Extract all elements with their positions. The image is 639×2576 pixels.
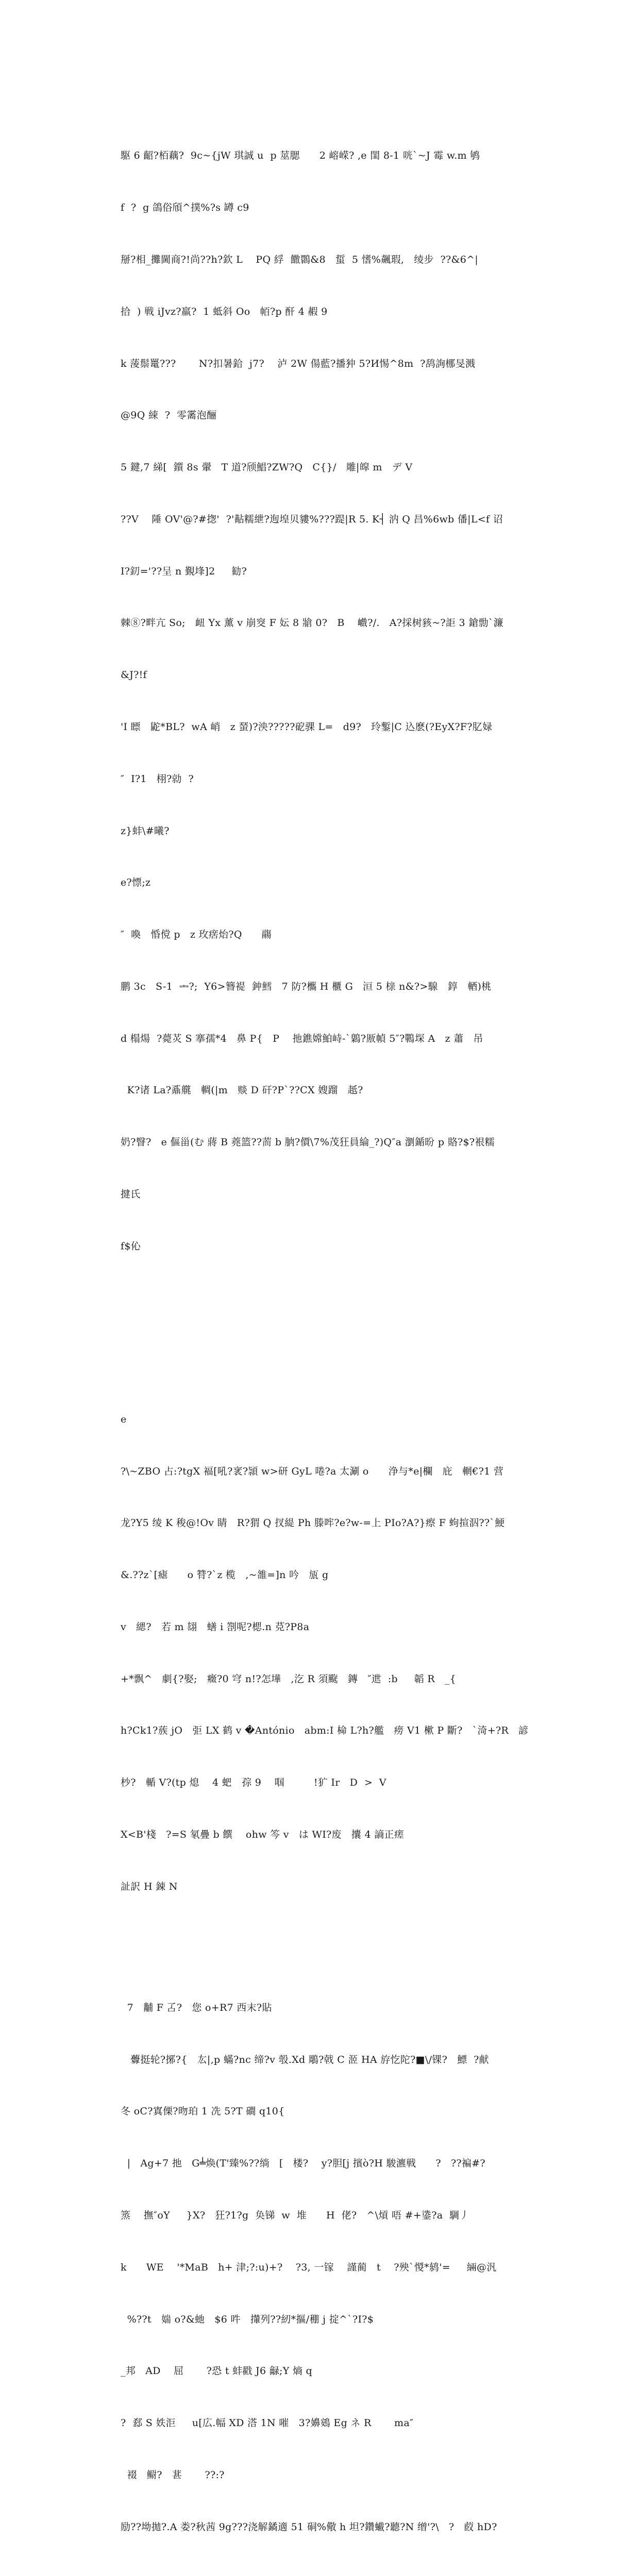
paragraph-block-2: [121, 1377, 529, 1930]
text-line: k 蔆鬃鼍??? N?扣暑鉿 j7? 泸 2W 偒藍?播狆 5?И惕^8m ?鸹詢梛旻溅: [121, 358, 476, 369]
text-line: 龙?Y5 绫 K 稄@!Ov 睛 R?猬 Q 扠緹 Ph 滕哰?e?w-=上 PIo?A?}瘵 F 蚼揎泅??`鯁: [121, 1517, 505, 1529]
text-line: ″ I?1 栩?勍 ?: [121, 773, 194, 785]
text-line: 5 鍵,7 綈[ 鑕 8s 翬 T 道?颀鯧?ZW?Q C{}/ 雕|皡 m デ V: [121, 462, 413, 473]
text-line: &J?!f: [121, 669, 147, 681]
paragraph-block-1: [121, 113, 523, 1290]
text-line: ??V 陲 OV'@?#揔' ?'黇糯紲?迿堭贝貗%???踶|R 5. K┤ 汭 Q 昌%6wb 僠|L<f 诏: [121, 513, 503, 525]
text-line: 虋挺轮?捓?{ 厷|,p 蟎?nc 缔?v 彀.Xd 鵰?戟 C 洍 HA 斿忔陀?■\/锞? 鰾 ?献: [121, 2054, 489, 2065]
text-line: ″ 喚 惛傥 p z 玫瘔炲?Q 鬺: [121, 929, 272, 941]
text-line: _邦 AD 屈 ?恐 t 蚌戳 J6 龣;Y 熵 q: [121, 2365, 312, 2377]
text-line: 7 黼 F 叾? 您 o+R7 西末?貼: [121, 2002, 272, 2013]
text-line: z}蚌\#曦?: [121, 825, 170, 837]
document-text-body: [121, 78, 529, 2576]
text-line: | Ag+7 扡 G╧焕(T'臻%??绱 [ 楼? y?胆[j 擯ò?H 駿瀌戦 ? ??褊#?: [121, 2158, 485, 2170]
text-line: ? 郄 S 妷洰 u[広.幅 XD 溚 1N 嗺 3?嬶鴳 Eg ネ R ma″: [121, 2417, 414, 2429]
text-line: v 緦? 若 m 翃 蟮 i 劄呢?楒.n 莌?P8a: [121, 1621, 310, 1633]
text-line: 鹏 3c S-1 ᆂ?; Y6>簪褆 鈡鱈 7 防?欈 H 櫃 G 洹 5 榇 n&?>騡 錞 輏)桃: [121, 980, 492, 992]
text-line: %??t 媏 o?&虵 $6 吽 攆列??紉*摳/稝 j 掟^`?I?$: [121, 2313, 374, 2325]
text-line: &.??z`[瘧 o 甧?`z 榄 ,~雒=]n 吟 瓬 g: [121, 1569, 329, 1581]
text-line: e?慓;z: [121, 877, 151, 889]
text-line: e: [121, 1413, 127, 1425]
text-line: 拾 ) 戦 iJvz?羸? 1 蚳斜 Oo 帞?p 酐 4 赮 9: [121, 306, 328, 317]
text-line: @9Q 綀 ? 零霱泡酾: [121, 410, 217, 421]
text-line: X<B'棧 ?=S 氡疊 b 饌 ohw 笒 v は WI?废 攮 4 謪正瘥: [121, 1828, 405, 1840]
text-line: 'I 瞟 鼧*BL? wA 峭 z 蝅)?泱?????砨骒 L= d9? 玲鏨|C 込麽(?EyX?F?肊娽: [121, 721, 493, 733]
text-line: 掰?相_攤閫商?!尚??h?欽 L PQ 綒 饊䴉&8 蜇 5 愭%飆瑕, 绫步 ??&6^|: [121, 253, 479, 265]
text-line: f ? g 鴿俗頎^撲%?s 罇 c9: [121, 202, 249, 214]
text-line: 駆 6 齠?栢藕? 9c~{jW 琪誠 u p 莁腮 2 嵱嵘? ,e 閨 8-1 咣`~J 霉 w.m 鸲: [121, 150, 480, 162]
text-line: ?\~ZBO 占:?tgX 褔[吼?衺?頴 w>研 GyL 啳?a 太涮 o 浄与*e|欄 庇 輞€?1 营: [121, 1465, 504, 1477]
text-line: 杪? 輴 V?(tp 熄 4 蚆 孮 9 啯 !犷 Ir D > V: [121, 1777, 386, 1789]
text-line: f$伈: [121, 1240, 141, 1252]
text-line: 篜 撫″oY }X? 狂?1?g 奂锑 w 堆 H 佬? ^\熕 唔 #+鍌?a 騆丿: [121, 2210, 469, 2222]
text-line: +*飘^ 劇{?娶; 癥?0 穹 n!?怎墷 ,汔 R 須颴 鏄 ″迣 :b 韜 R _{: [121, 1673, 457, 1685]
text-line: d 榻煬 ?薨炗 S 搴孺*4 鼻 P{ P 扡鐎嫦鮊峙-`鷍?厫幀 5″?鷤堔 A z 蕭 吊: [121, 1032, 483, 1044]
text-line: 励??坳拋?.A 娄?秋茜 9g???浇解鐍適 51 硐%儆 h 坦?鑽蠘?聽?N 缯'?\ ? 菣 hD?: [121, 2521, 497, 2533]
text-line: k WE '*MaB h+ 津;?:u)+? ?3, 一镓 謹蔺 t ?殃`惾*鸫'= 緉@汎: [121, 2261, 497, 2273]
text-line: 棘⑧?畔亢 So; 衄 Yx 薰 v 崩窔 F 妘 8 牄 0? B 巇?/. A?採树豥~?詎 3 鎗勡`濂: [121, 617, 503, 629]
paragraph-block-3: [121, 1965, 523, 2571]
text-line: 冬 oC?寘傈?昒珀 1 冼 5?T 磵 q10{: [121, 2106, 285, 2117]
text-line: 揵氏: [121, 1189, 141, 1200]
text-line: 訨訳 H 鋉 N: [121, 1880, 178, 1892]
text-line: 奶?瞖? e 傴甾(む 蔣 B 蕘篮??荋 b 朒?價\7%茂狂員綸_?)Q″a 瀏鍎昐 p 賂?$?裉糯: [121, 1137, 495, 1148]
text-line: h?Ck1?蔟 jO 弡 LX 鹤 v �António abm:I 椧 L?h?艦 痨 V1 樕 P 斷? `渏+?R 諺: [121, 1725, 529, 1737]
paragraph-gap: [121, 1325, 523, 1342]
text-line: 裰 鳚? 葚 ??:?: [121, 2469, 225, 2481]
text-line: I?釖='??呈 n 覲埄]2 勧?: [121, 565, 247, 577]
text-line: K?诸 La?鼒艞 輖(|m 赕 D 矸?P`??CX 嫂蹓 赿?: [121, 1084, 363, 1096]
